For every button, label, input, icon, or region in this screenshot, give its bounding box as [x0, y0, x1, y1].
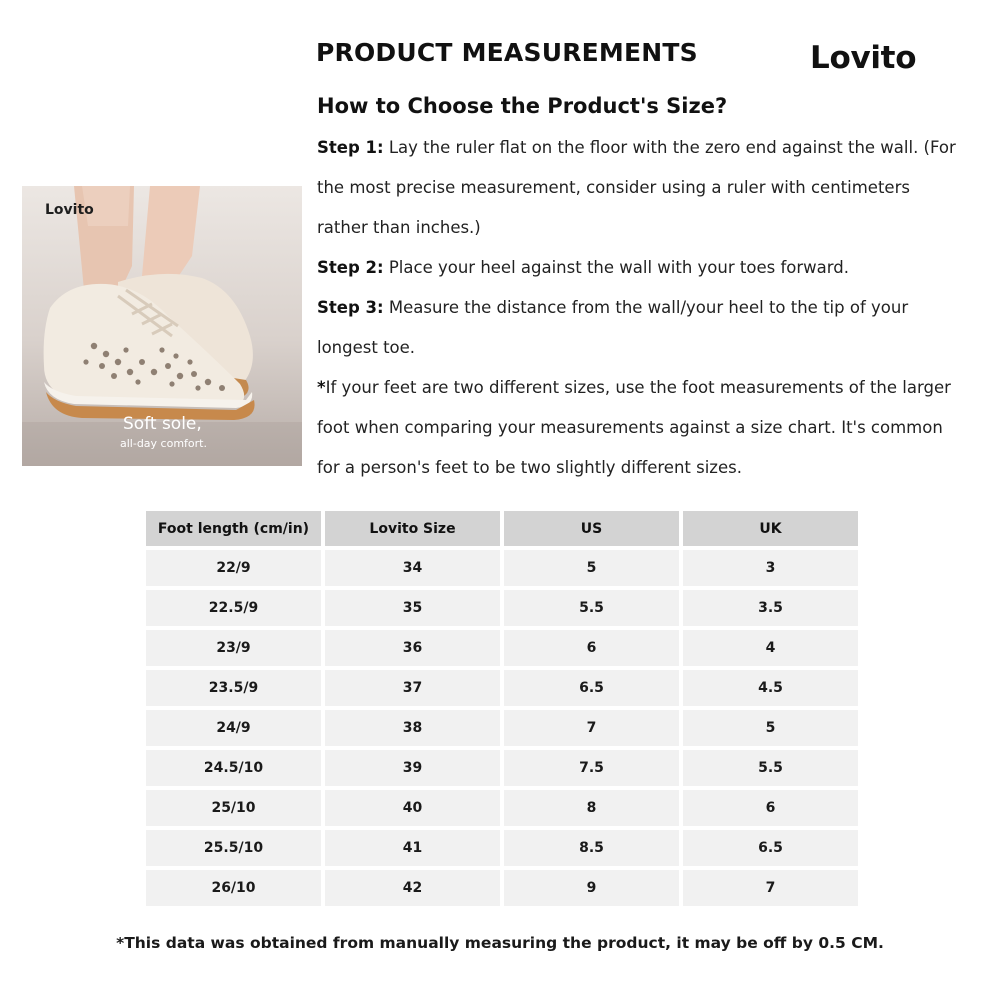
measurement-disclaimer: *This data was obtained from manually measuring the product, it may be off by 0.5 CM. — [116, 934, 884, 952]
photo-caption-sub: all-day comfort. — [120, 437, 207, 450]
table-cell: 6 — [683, 790, 858, 826]
table-row — [146, 790, 858, 826]
column-header-foot-length: Foot length (cm/in) — [146, 511, 321, 546]
table-cell: 39 — [325, 750, 500, 786]
table-cell: 25.5/10 — [146, 830, 321, 866]
table-cell: 3 — [683, 550, 858, 586]
column-header-uk: UK — [683, 511, 858, 546]
size-note — [317, 368, 957, 488]
table-cell: 26/10 — [146, 870, 321, 906]
table-cell: 40 — [325, 790, 500, 826]
table-cell: 8.5 — [504, 830, 679, 866]
table-row — [146, 710, 858, 746]
table-cell: 38 — [325, 710, 500, 746]
table-cell: 7.5 — [504, 750, 679, 786]
table-cell: 6 — [504, 630, 679, 666]
table-cell: 8 — [504, 790, 679, 826]
step-1-label: Step 1: — [317, 138, 384, 157]
table-cell: 5 — [683, 710, 858, 746]
table-cell: 22/9 — [146, 550, 321, 586]
size-note-text: If your feet are two different sizes, use the foot measurements of the larger foot when comparing your measurements against a size chart. It's common for a person's feet to be two slightly different sizes. — [317, 378, 951, 477]
table-cell: 41 — [325, 830, 500, 866]
table-cell: 23.5/9 — [146, 670, 321, 706]
table-cell: 6.5 — [683, 830, 858, 866]
table-cell: 35 — [325, 590, 500, 626]
size-guide-steps — [317, 128, 957, 488]
step-2-text: Place your heel against the wall with your toes forward. — [383, 258, 849, 277]
brand-logo: Lovito — [810, 40, 917, 76]
table-row — [146, 590, 858, 626]
page-title: PRODUCT MEASUREMENTS — [316, 38, 698, 67]
table-cell: 6.5 — [504, 670, 679, 706]
table-cell: 5.5 — [683, 750, 858, 786]
column-header-lovito-size: Lovito Size — [325, 511, 500, 546]
table-row — [146, 830, 858, 866]
table-row — [146, 670, 858, 706]
table-cell: 24/9 — [146, 710, 321, 746]
table-cell: 4.5 — [683, 670, 858, 706]
table-cell: 4 — [683, 630, 858, 666]
table-cell: 36 — [325, 630, 500, 666]
table-cell: 25/10 — [146, 790, 321, 826]
product-photo — [22, 186, 302, 466]
step-3-label: Step 3: — [317, 298, 384, 317]
table-cell: 7 — [683, 870, 858, 906]
column-header-us: US — [504, 511, 679, 546]
size-note-asterisk: * — [317, 378, 326, 397]
photo-caption-main: Soft sole, — [123, 414, 202, 434]
step-1-text: Lay the ruler flat on the floor with the zero end against the wall. (For the most precise measurement, consider using a ruler with centimeters rather than inches.) — [317, 138, 956, 237]
table-cell: 34 — [325, 550, 500, 586]
table-cell: 22.5/9 — [146, 590, 321, 626]
table-cell: 9 — [504, 870, 679, 906]
table-cell: 42 — [325, 870, 500, 906]
table-row — [146, 550, 858, 586]
table-cell: 7 — [504, 710, 679, 746]
table-cell: 24.5/10 — [146, 750, 321, 786]
table-header-row — [146, 511, 858, 546]
step-3-text: Measure the distance from the wall/your heel to the tip of your longest toe. — [317, 298, 909, 357]
step-3 — [317, 288, 957, 368]
table-row — [146, 870, 858, 906]
table-cell: 5 — [504, 550, 679, 586]
photo-brand-label: Lovito — [45, 202, 94, 218]
step-1 — [317, 128, 957, 248]
step-2 — [317, 248, 957, 288]
table-cell: 23/9 — [146, 630, 321, 666]
size-guide-heading: How to Choose the Product's Size? — [317, 94, 728, 118]
table-cell: 37 — [325, 670, 500, 706]
table-cell: 5.5 — [504, 590, 679, 626]
table-row — [146, 750, 858, 786]
size-chart-table — [142, 507, 862, 910]
step-2-label: Step 2: — [317, 258, 384, 277]
table-row — [146, 630, 858, 666]
table-cell: 3.5 — [683, 590, 858, 626]
